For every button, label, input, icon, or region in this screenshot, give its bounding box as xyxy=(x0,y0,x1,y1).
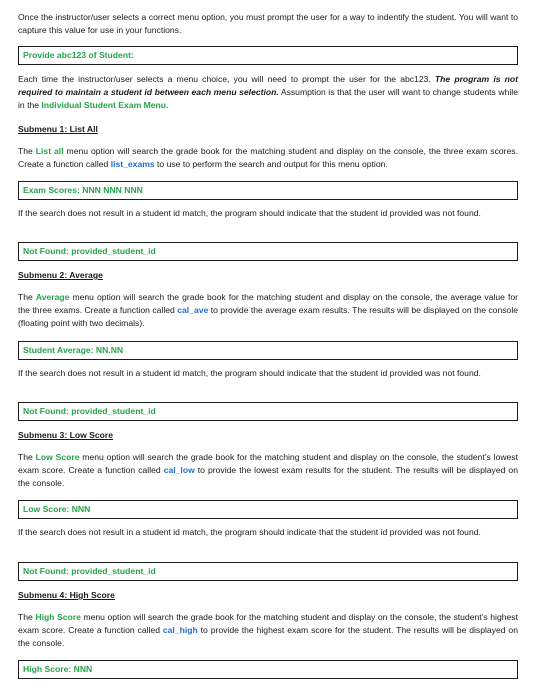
sub1-notfound-box: Not Found: provided_student_id xyxy=(18,242,518,261)
sub1-option-name: List all xyxy=(35,146,64,156)
sub3-text-mid: menu option will search the grade book for the matching student and display on the console, the student’s lowest exam score. Create a function called xyxy=(18,452,518,476)
submenu-4-paragraph xyxy=(18,611,518,651)
menu-name: Individual Student Exam Menu xyxy=(41,100,167,111)
sub2-text-end: to provide the average exam results. The results will be displayed on the console (floating point with two decimals). xyxy=(18,305,519,329)
sub3-text-pre: The xyxy=(18,452,36,462)
sub1-notfound-paragraph: If the search does not result in a student id match, the program should indicate that the student id provided was not found. xyxy=(18,208,481,218)
sub4-text-pre: The xyxy=(18,612,36,622)
sub3-function-name: cal_low xyxy=(163,465,195,476)
student-average-box: Student Average: NN.NN xyxy=(18,341,518,360)
sub4-function-name: cal_high xyxy=(162,625,198,636)
high-score-box: High Score: NNN xyxy=(18,660,518,679)
sub3-text-end: to provide the lowest exam results for the student. The results will be displayed on the console. xyxy=(18,465,518,489)
abc-text-2: Assumption is that the user will want to change students while in the xyxy=(18,87,518,111)
sub1-text-pre: The xyxy=(18,146,36,156)
submenu-4-heading: Submenu 4: High Score xyxy=(18,590,115,600)
submenu-1-heading: Submenu 1: List All xyxy=(18,124,98,134)
abc-text-1: Each time the instructor/user selects a menu choice, you will need to prompt the user for the abc123. xyxy=(18,74,435,84)
intro-paragraph: Once the instructor/user selects a correct menu option, you must prompt the user for a way to indentify the student. You will want to capture this value for use in your functions. xyxy=(18,12,518,36)
submenu-3-paragraph xyxy=(18,451,518,491)
sub3-notfound-paragraph: If the search does not result in a student id match, the program should indicate that the student id provided was not found. xyxy=(18,527,481,537)
sub1-text-end: to use to perform the search and output for this menu option. xyxy=(154,159,388,170)
sub4-text-end: to provide the highest exam score for the student. The results will be displayed on the console. xyxy=(18,625,518,649)
abc123-paragraph xyxy=(18,73,518,113)
low-score-box: Low Score: NNN xyxy=(18,500,518,519)
submenu-2-paragraph xyxy=(18,291,518,331)
prompt-output-box: Provide abc123 of Student: xyxy=(18,46,518,65)
sub2-function-name: cal_ave xyxy=(177,305,209,316)
sub1-function-name: list_exams xyxy=(110,159,155,170)
sub1-text-mid: menu option will search the grade book for the matching student and display on the console, the three exam scores. Create a function called xyxy=(18,146,518,170)
sub4-option-name: High Score xyxy=(35,612,81,622)
abc-italic-note: The program is not required to maintain a student id between each menu selection. xyxy=(18,74,518,98)
submenu-1-paragraph xyxy=(18,145,518,171)
sub3-notfound-box: Not Found: provided_student_id xyxy=(18,562,518,581)
sub2-option-name: Average xyxy=(35,292,70,302)
sub2-text-mid: menu option will search the grade book for the matching student and display on the console, the average value for the three exams. Create a function called xyxy=(18,292,518,316)
submenu-2-heading: Submenu 2: Average xyxy=(18,270,103,280)
abc-end: . xyxy=(166,100,169,111)
sub3-option-name: Low Score xyxy=(35,452,80,462)
submenu-3-heading: Submenu 3: Low Score xyxy=(18,430,114,440)
sub2-notfound-box: Not Found: provided_student_id xyxy=(18,402,518,421)
sub4-text-mid: menu option will search the grade book for the matching student and display on the console, the student’s highest exam score. Create a function called xyxy=(18,612,518,636)
sub2-notfound-paragraph: If the search does not result in a student id match, the program should indicate that the student id provided was not found. xyxy=(18,368,481,378)
sub2-text-pre: The xyxy=(18,292,36,302)
exam-scores-box: Exam Scores: NNN NNN NNN xyxy=(18,181,518,200)
